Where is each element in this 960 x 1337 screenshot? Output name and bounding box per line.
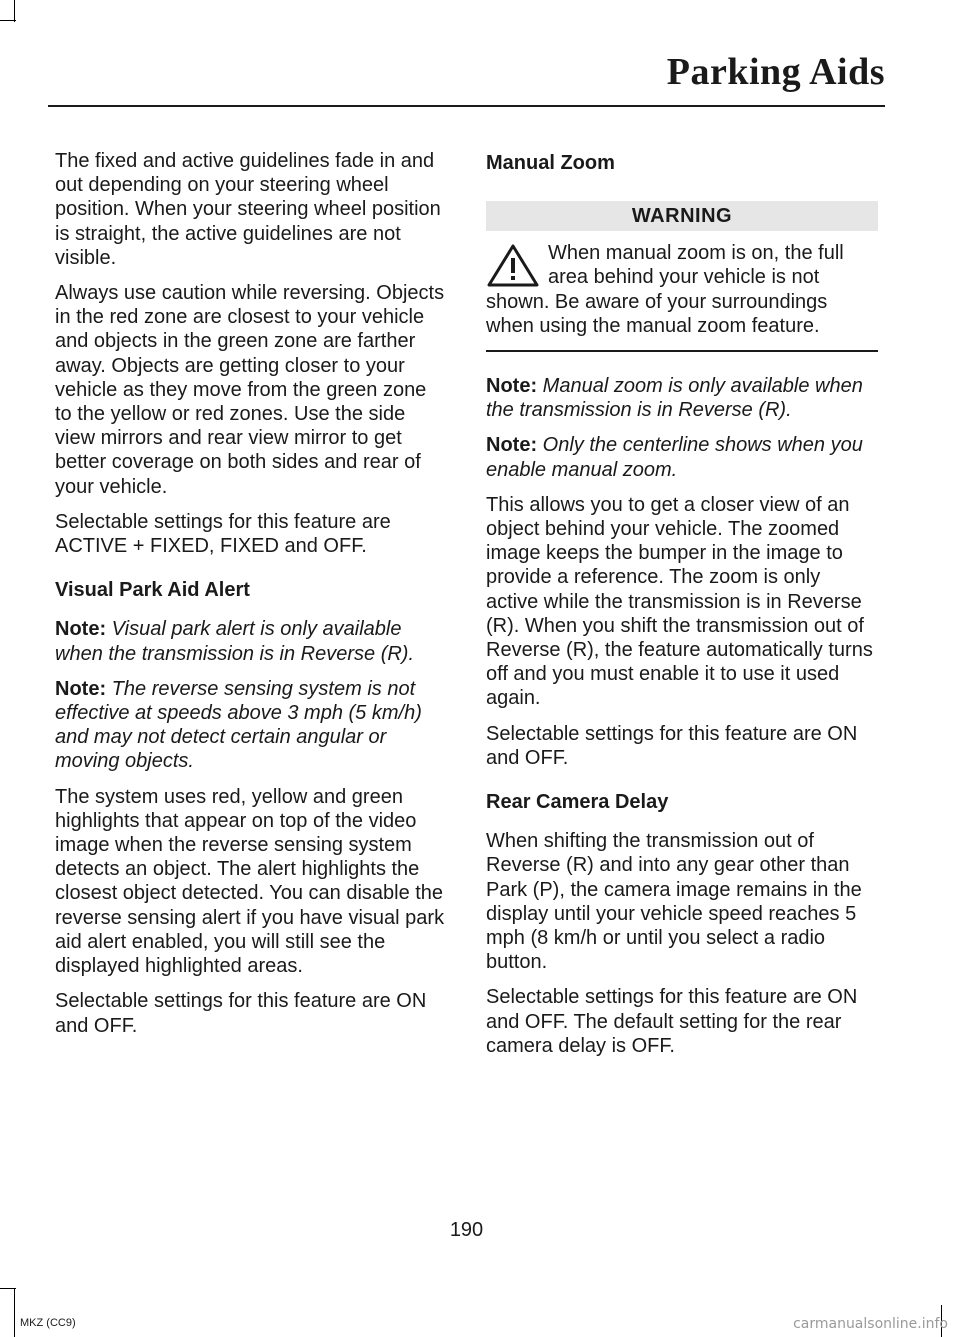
paragraph-camera-delay: When shifting the transmission out of Reverse (R) and into any gear other than Park (P), the camera image remains in the display until your vehicle speed reaches 5 mph (8 km/h or until you select a radio button. — [486, 830, 862, 974]
warning-box — [486, 241, 878, 352]
title-rule — [48, 105, 885, 107]
note-manual-zoom-availability — [486, 374, 878, 422]
page-title: Parking Aids — [666, 51, 885, 93]
note-visual-park-alert — [55, 617, 447, 665]
watermark-text: carmanualsonline.info — [793, 1316, 948, 1332]
heading-manual-zoom: Manual Zoom — [486, 152, 615, 174]
paragraph-guidelines: The fixed and active guidelines fade in and out depending on your steering wheel position. When your steering wheel position is straight, the active guidelines are not visible. — [55, 150, 441, 269]
note-text: Manual zoom is only available when the transmission is in Reverse (R). — [486, 375, 863, 422]
note-label: Note: — [55, 618, 107, 641]
crop-mark-bottom-left-horizontal — [0, 1288, 16, 1289]
note-label: Note: — [486, 375, 538, 398]
paragraph-highlights: The system uses red, yellow and green highlights that appear on top of the video image when the reverse sensing system detects an object. The alert highlights the closest object detected. You can disable the reverse sensing alert if you have visual park aid alert enabled, you will still see the displayed highlighted areas. — [55, 785, 445, 978]
note-centerline — [486, 433, 878, 481]
crop-mark-bottom-left-vertical — [14, 1288, 15, 1337]
model-label: MKZ (CC9) — [20, 1317, 76, 1329]
note-text: Only the centerline shows when you enable manual zoom. — [486, 434, 863, 481]
crop-mark-top-left-horizontal — [0, 20, 16, 21]
warning-title-bar: WARNING — [486, 201, 878, 231]
crop-mark-top-left-vertical — [14, 0, 15, 22]
paragraph-settings-alert: Selectable settings for this feature are ON and OFF. — [55, 990, 427, 1037]
note-text: The reverse sensing system is not effective at speeds above 3 mph (5 km/h) and may not detect certain angular or moving objects. — [55, 677, 422, 773]
paragraph-settings-guidelines: Selectable settings for this feature are ACTIVE + FIXED, FIXED and OFF. — [55, 510, 391, 558]
right-column — [486, 151, 878, 1069]
note-label: Note: — [486, 434, 538, 457]
paragraph-settings-zoom: Selectable settings for this feature are ON and OFF. — [486, 722, 858, 769]
warning-triangle-icon — [486, 243, 540, 289]
paragraph-settings-delay: Selectable settings for this feature are ON and OFF. The default setting for the rear camera delay is OFF. — [486, 986, 858, 1057]
note-text: Visual park alert is only available when the transmission is in Reverse (R). — [55, 618, 415, 665]
paragraph-zoom-description: This allows you to get a closer view of an object behind your vehicle. The zoomed image keeps the bumper in the image to provide a reference. The zoom is only active while the transmission is in Reverse (R). When you shift the transmission out of Reverse (R), the feature automatically turns off and you must enable it to use it used again. — [486, 493, 873, 710]
warning-text: When manual zoom is on, the full area behind your vehicle is not shown. Be aware of your surroundings when using the manual zoom feature. — [486, 242, 844, 337]
left-column — [55, 149, 447, 1049]
page-number: 190 — [449, 1219, 484, 1241]
paragraph-caution: Always use caution while reversing. Objects in the red zone are closest to your vehicle and objects in the green zone are farther away. Objects are getting closer to your vehicle as they move from the green zone to the yellow or red zones. Use the side view mirrors and rear view mirror to get better coverage on both sides and rear of your vehicle. — [55, 282, 445, 498]
note-reverse-sensing — [55, 677, 447, 774]
heading-rear-camera-delay: Rear Camera Delay — [486, 791, 669, 814]
heading-visual-park-aid-alert: Visual Park Aid Alert — [55, 579, 250, 602]
note-label: Note: — [55, 677, 107, 700]
